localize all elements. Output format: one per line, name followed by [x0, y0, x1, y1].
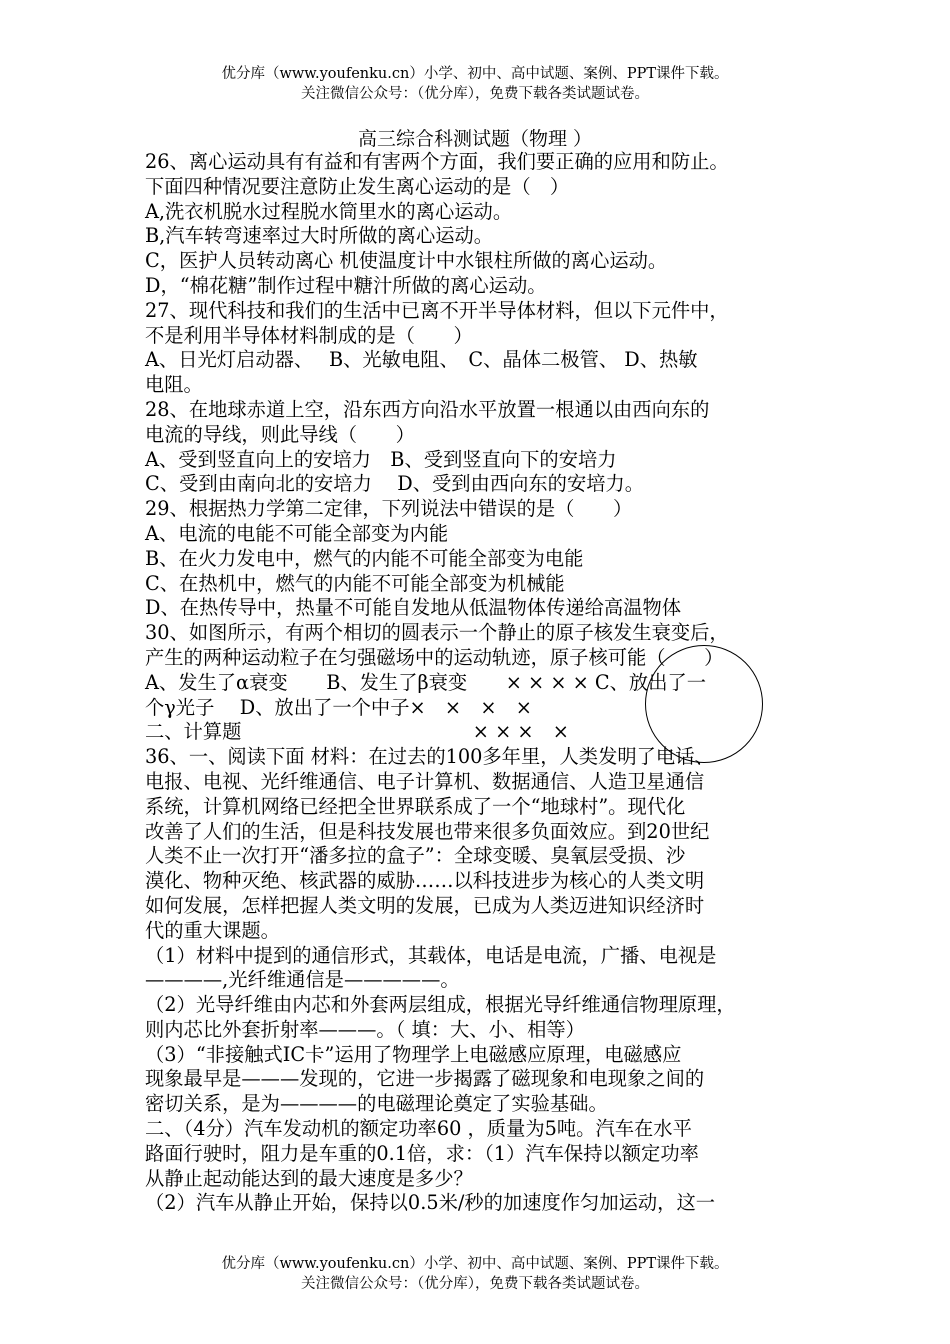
- text-line: B、在火力发电中，燃气的内能不可能全部变为电能: [145, 546, 584, 570]
- text-line: 则内芯比外套折射率———。（ 填：大、小、相等）: [145, 1017, 585, 1041]
- page-footer: [0, 1254, 950, 1294]
- text-line: （3）“非接触式IC卡”运用了物理学上电磁感应原理，电磁感应: [145, 1042, 682, 1066]
- page-header: [0, 64, 950, 104]
- text-line: C、在热机中，燃气的内能不可能全部变为机械能: [145, 571, 565, 595]
- text-line: 28、在地球赤道上空，沿东西方向沿水平放置一根通以由西向东的: [145, 397, 710, 421]
- text-line: 电流的导线，则此导线（ ）: [145, 422, 415, 446]
- text-line: 代的重大课题。: [145, 918, 280, 942]
- text-line: 漠化、物种灭绝、核武器的威胁……以科技进步为核心的人类文明: [145, 869, 705, 893]
- text-line: 系统，计算机网络已经把全世界联系成了一个“地球村”。现代化: [145, 794, 686, 818]
- text-line: D，“棉花糖”制作过程中糖汁所做的离心运动。: [145, 273, 547, 297]
- text-line: 如何发展，怎样把握人类文明的发展，已成为人类迈进知识经济时: [145, 893, 705, 917]
- text-line: 从静止起动能达到的最大速度是多少？: [145, 1166, 473, 1190]
- text-line: 29、根据热力学第二定律，下列说法中错误的是（ ）: [145, 497, 633, 521]
- text-line: 不是利用半导体材料制成的是（ ）: [145, 323, 473, 347]
- text-line: 30、如图所示，有两个相切的圆表示一个静止的原子核发生衰变后，: [145, 621, 729, 645]
- text-line: C、受到由南向北的安培力 D、受到由西向东的安培力。: [145, 472, 645, 496]
- text-line: A,洗衣机脱水过程脱水筒里水的离心运动。: [145, 199, 513, 223]
- text-line: B,汽车转弯速率过大时所做的离心运动。: [145, 224, 494, 248]
- text-line: 现象最早是———发现的，它进一步揭露了磁现象和电现象之间的: [145, 1067, 705, 1091]
- text-line: （1）材料中提到的通信形式，其载体，电话是电流，广播、电视是: [145, 943, 717, 967]
- text-line: 电报、电视、光纤维通信、电子计算机、数据通信、人造卫星通信: [145, 769, 705, 793]
- header-line-2: 关注微信公众号：（优分库），免费下载各类试题试卷。: [301, 86, 649, 102]
- text-line: 27、现代科技和我们的生活中已离不开半导体材料，但以下元件中，: [145, 298, 729, 322]
- text-line: 个γ光子 D、放出了一个中子× × × ×: [145, 695, 532, 719]
- text-line: 下面四种情况要注意防止发生离心运动的是（ ）: [145, 174, 570, 198]
- page-title: 高三综合科测试题（物理 ）: [357, 128, 593, 150]
- text-line: 二、计算题 × × × ×: [145, 720, 569, 744]
- text-line: A、发生了α衰变 B、发生了β衰变 × × × × C、放出了一: [145, 670, 707, 694]
- text-line: D、在热传导中，热量不可能自发地从低温物体传递给高温物体: [145, 596, 682, 620]
- text-line: ————,光纤维通信是—————。: [145, 968, 460, 992]
- text-line: A、受到竖直向上的安培力 B、受到竖直向下的安培力: [145, 447, 617, 471]
- text-line: 密切关系，是为————的电磁理论奠定了实验基础。: [145, 1092, 608, 1116]
- text-line: 路面行驶时，阻力是车重的0.1倍，求：（1）汽车保持以额定功率: [145, 1141, 699, 1165]
- text-line: 人类不止一次打开“潘多拉的盒子”：全球变暖、臭氧层受损、沙: [145, 844, 686, 868]
- text-line: （2）光导纤维由内芯和外套两层组成，根据光导纤维通信物理原理，: [145, 993, 736, 1017]
- text-line: 产生的两种运动粒子在匀强磁场中的运动轨迹，原子核可能（ ）: [145, 645, 724, 669]
- text-line: 电阻。: [145, 373, 203, 397]
- text-line: 改善了人们的生活，但是科技发展也带来很多负面效应。到20世纪: [145, 819, 710, 843]
- orbit-circle-figure: [645, 645, 763, 763]
- header-line-1: 优分库（www.youfenku.cn）小学、初中、高中试题、案例、PPT课件下载。: [221, 66, 729, 82]
- text-line: 二、（4分）汽车发动机的额定功率60 ，质量为5吨。汽车在水平: [145, 1117, 692, 1141]
- footer-line-1: 优分库（www.youfenku.cn）小学、初中、高中试题、案例、PPT课件下载。: [221, 1256, 729, 1272]
- text-line: （2）汽车从静止开始，保持以0.5米/秒的加速度作匀加运动，这一: [145, 1191, 716, 1215]
- footer-line-2: 关注微信公众号：（优分库），免费下载各类试题试卷。: [301, 1276, 649, 1292]
- text-line: A、日光灯启动器、 B、光敏电阻、 C、晶体二极管、 D、热敏: [145, 348, 698, 372]
- text-line: 36、一、阅读下面 材料：在过去的100多年里，人类发明了电话、: [145, 745, 714, 769]
- text-line: C，医护人员转动离心 机使温度计中水银柱所做的离心运动。: [145, 249, 668, 273]
- text-line: 26、离心运动具有有益和有害两个方面，我们要正确的应用和防止。: [145, 150, 729, 173]
- text-line: A、电流的电能不可能全部变为内能: [145, 521, 449, 545]
